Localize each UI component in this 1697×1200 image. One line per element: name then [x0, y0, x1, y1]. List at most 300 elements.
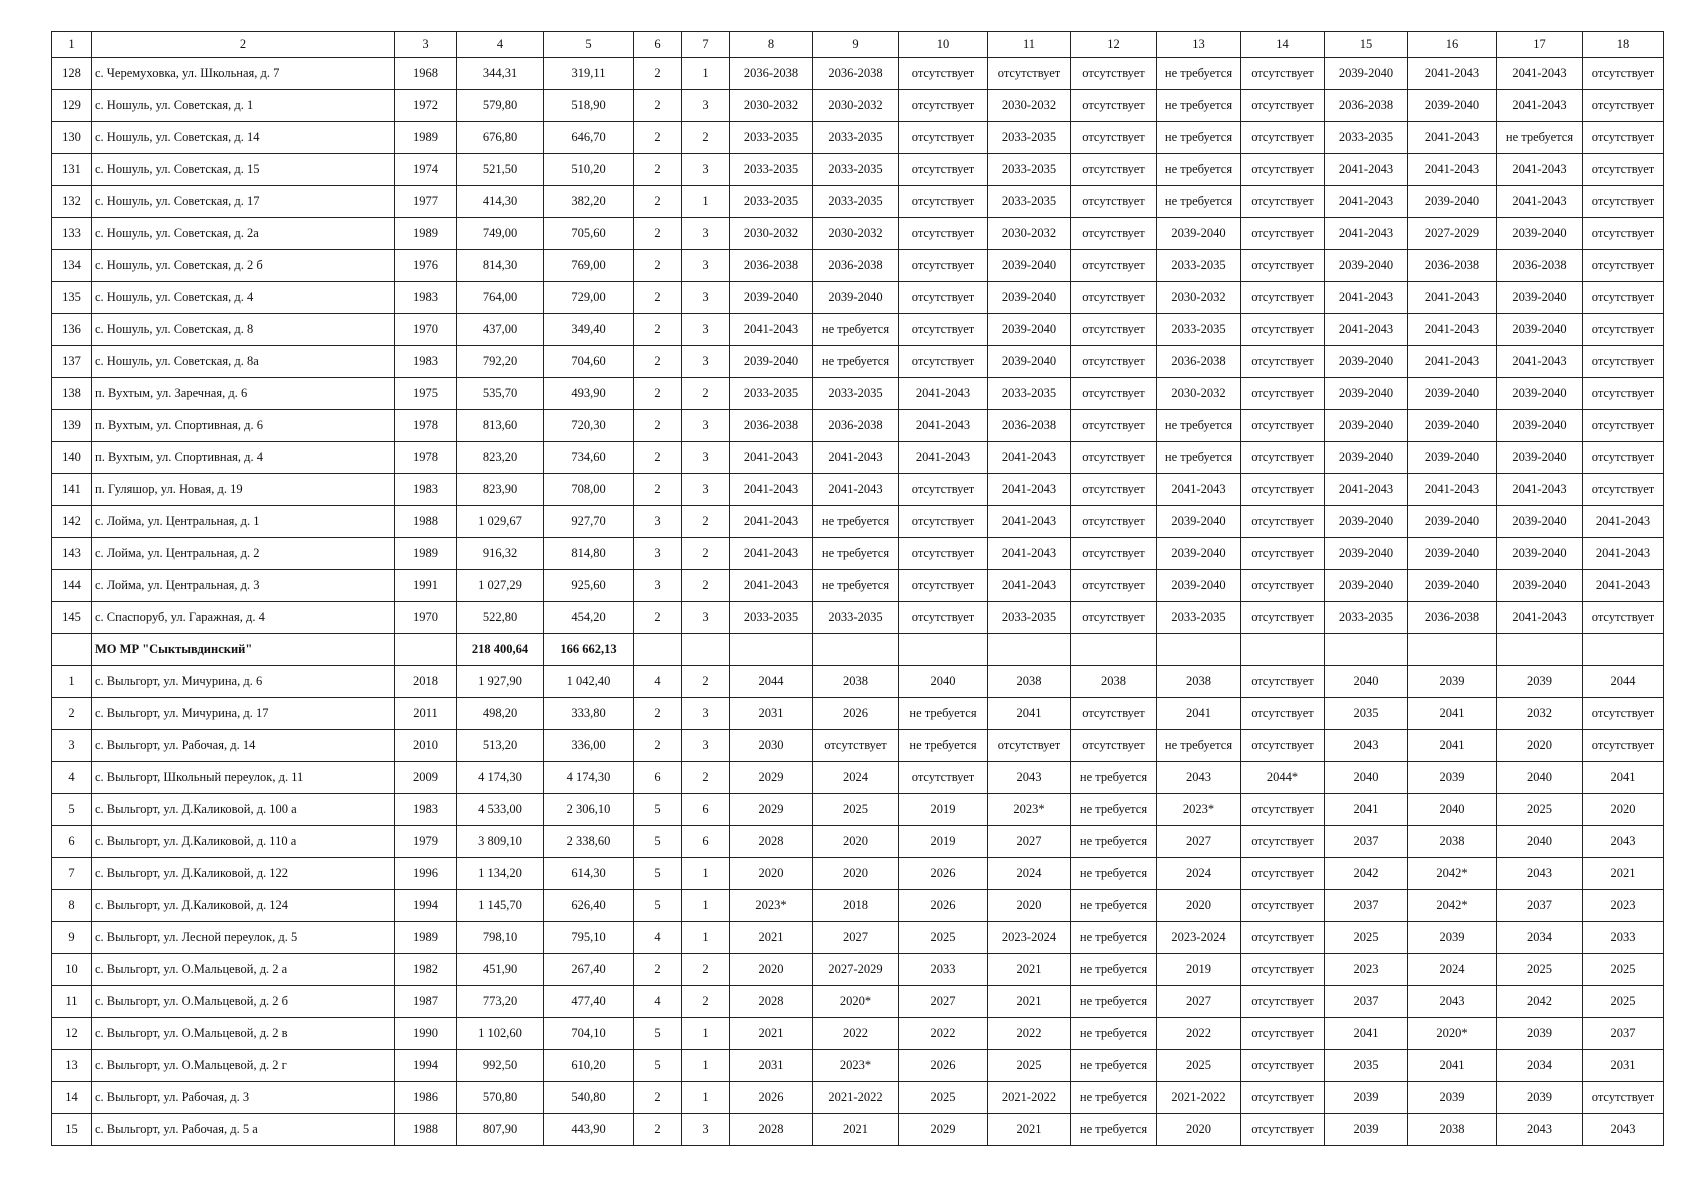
table-row: [52, 1050, 1664, 1082]
table-cell: 2036-2038: [1325, 90, 1408, 122]
table-cell: 2: [634, 730, 682, 762]
table-cell: 3: [682, 314, 730, 346]
table-cell: 2041-2043: [1408, 314, 1497, 346]
table-cell: 2024: [813, 762, 899, 794]
table-cell: 2041-2043: [1497, 474, 1583, 506]
table-cell: отсутствует: [899, 58, 988, 90]
table-cell: с. Выльгорт, ул. О.Мальцевой, д. 2 г: [92, 1050, 395, 1082]
table-cell: с. Черемуховка, ул. Школьная, д. 7: [92, 58, 395, 90]
table-cell: 814,80: [544, 538, 634, 570]
table-cell: отсутствует: [1241, 58, 1325, 90]
table-cell: 813,60: [457, 410, 544, 442]
table-cell: 3: [682, 1114, 730, 1146]
table-cell: 2: [634, 250, 682, 282]
table-row: [52, 410, 1664, 442]
table-cell: 2: [634, 698, 682, 730]
section-row: [52, 634, 1664, 666]
table-cell: 1991: [395, 570, 457, 602]
table-cell: 734,60: [544, 442, 634, 474]
table-cell: 823,90: [457, 474, 544, 506]
table-cell: 2039-2040: [730, 282, 813, 314]
table-cell: отсутствует: [899, 186, 988, 218]
table-cell: 2019: [1157, 954, 1241, 986]
table-cell: 2020*: [1408, 1018, 1497, 1050]
table-cell: 2041-2043: [1325, 474, 1408, 506]
table-cell: п. Вухтым, ул. Спортивная, д. 6: [92, 410, 395, 442]
table-cell: 2021: [1583, 858, 1664, 890]
table-cell: 477,40: [544, 986, 634, 1018]
table-cell: 2020: [1157, 890, 1241, 922]
table-cell: 2: [682, 570, 730, 602]
table-cell: 1987: [395, 986, 457, 1018]
table-cell: 1970: [395, 602, 457, 634]
capital-repair-schedule-table: [51, 31, 1664, 1146]
table-cell: отсутствует: [1583, 154, 1664, 186]
table-cell: 535,70: [457, 378, 544, 410]
table-cell: отсутствует: [899, 602, 988, 634]
table-cell: с. Выльгорт, ул. Рабочая, д. 3: [92, 1082, 395, 1114]
table-cell: [1497, 634, 1583, 666]
table-cell: 1990: [395, 1018, 457, 1050]
table-cell: отсутствует: [1071, 474, 1157, 506]
table-cell: 2044*: [1241, 762, 1325, 794]
table-cell: 2: [682, 666, 730, 698]
table-cell: 140: [52, 442, 92, 474]
table-cell: 2025: [1583, 954, 1664, 986]
table-row: [52, 314, 1664, 346]
table-cell: 414,30: [457, 186, 544, 218]
table-cell: 1: [682, 58, 730, 90]
table-cell: 4 174,30: [544, 762, 634, 794]
table-row: [52, 890, 1664, 922]
table-cell: отсутствует: [1241, 538, 1325, 570]
table-cell: 134: [52, 250, 92, 282]
table-cell: 3: [634, 570, 682, 602]
table-cell: отсутствует: [1241, 506, 1325, 538]
table-cell: 2: [634, 1082, 682, 1114]
table-cell: отсутствует: [1241, 602, 1325, 634]
table-cell: отсутствует: [1241, 314, 1325, 346]
table-cell: с. Выльгорт, ул. Рабочая, д. 14: [92, 730, 395, 762]
table-cell: не требуется: [813, 538, 899, 570]
table-cell: 2: [634, 90, 682, 122]
table-cell: не требуется: [1071, 922, 1157, 954]
table-cell: 2043: [1157, 762, 1241, 794]
table-cell: 3: [682, 346, 730, 378]
table-cell: отсутствует: [1241, 154, 1325, 186]
table-cell: 2039-2040: [1497, 442, 1583, 474]
table-cell: отсутствует: [1241, 442, 1325, 474]
table-cell: отсутствует: [899, 474, 988, 506]
table-cell: с. Ношуль, ул. Советская, д. 2 б: [92, 250, 395, 282]
table-cell: отсутствует: [1241, 1018, 1325, 1050]
table-cell: отсутствует: [1071, 442, 1157, 474]
table-cell: 704,60: [544, 346, 634, 378]
table-cell: [634, 634, 682, 666]
table-cell: 1975: [395, 378, 457, 410]
table-cell: 2041-2043: [1497, 602, 1583, 634]
table-cell: 2030-2032: [1157, 282, 1241, 314]
table-cell: 2041-2043: [1157, 474, 1241, 506]
table-cell: 2028: [730, 1114, 813, 1146]
table-cell: 3: [682, 474, 730, 506]
table-cell: 3: [634, 506, 682, 538]
table-cell: 2: [682, 506, 730, 538]
table-cell: 1976: [395, 250, 457, 282]
table-cell: 614,30: [544, 858, 634, 890]
table-cell: 5: [544, 32, 634, 58]
table-cell: отсутствует: [1241, 1082, 1325, 1114]
table-cell: 2041-2043: [1325, 186, 1408, 218]
table-cell: отсутствует: [1583, 314, 1664, 346]
table-cell: 1 927,90: [457, 666, 544, 698]
table-cell: 2043: [1497, 858, 1583, 890]
table-cell: отсутствует: [1071, 282, 1157, 314]
table-cell: 144: [52, 570, 92, 602]
table-cell: отсутствует: [1071, 218, 1157, 250]
table-cell: 2: [634, 378, 682, 410]
table-cell: с. Выльгорт, ул. О.Мальцевой, д. 2 б: [92, 986, 395, 1018]
table-cell: 141: [52, 474, 92, 506]
table-cell: 2040: [1497, 762, 1583, 794]
table-cell: 2039-2040: [1497, 570, 1583, 602]
table-cell: 2039-2040: [988, 250, 1071, 282]
table-cell: 2033-2035: [1325, 122, 1408, 154]
table-cell: 8: [52, 890, 92, 922]
table-cell: 2039-2040: [1157, 506, 1241, 538]
table-cell: с. Выльгорт, ул. Лесной переулок, д. 5: [92, 922, 395, 954]
table-cell: 2041-2043: [813, 474, 899, 506]
table-cell: 807,90: [457, 1114, 544, 1146]
column-number-row: [52, 32, 1664, 58]
table-cell: 2025: [1497, 794, 1583, 826]
table-cell: с. Ношуль, ул. Советская, д. 8а: [92, 346, 395, 378]
table-cell: не требуется: [1497, 122, 1583, 154]
table-cell: 1: [682, 890, 730, 922]
table-cell: 2 306,10: [544, 794, 634, 826]
table-cell: 2036-2038: [730, 58, 813, 90]
table-cell: отсутствует: [1071, 378, 1157, 410]
table-cell: 2041: [1157, 698, 1241, 730]
table-cell: 2027: [1157, 986, 1241, 1018]
table-cell: 2042*: [1408, 890, 1497, 922]
table-cell: 2043: [1497, 1114, 1583, 1146]
table-cell: не требуется: [1071, 954, 1157, 986]
table-cell: 2039-2040: [1408, 442, 1497, 474]
table-cell: отсутствует: [1071, 730, 1157, 762]
table-cell: 1 029,67: [457, 506, 544, 538]
table-cell: 626,40: [544, 890, 634, 922]
table-cell: 2037: [1325, 826, 1408, 858]
table-cell: 2025: [1583, 986, 1664, 1018]
table-cell: 2020: [813, 826, 899, 858]
table-cell: 2041-2043: [730, 442, 813, 474]
table-cell: 2038: [1157, 666, 1241, 698]
table-cell: 2030: [730, 730, 813, 762]
table-cell: 15: [52, 1114, 92, 1146]
table-cell: 4: [634, 666, 682, 698]
table-cell: отсутствует: [1241, 1114, 1325, 1146]
table-cell: 2038: [988, 666, 1071, 698]
table-cell: 2033-2035: [988, 186, 1071, 218]
table-cell: 521,50: [457, 154, 544, 186]
table-cell: 2039-2040: [1157, 218, 1241, 250]
table-cell: отсутствует: [1583, 1082, 1664, 1114]
table-cell: 2039-2040: [1408, 506, 1497, 538]
table-cell: 2041: [1325, 794, 1408, 826]
table-cell: 2020: [1157, 1114, 1241, 1146]
table-cell: 5: [634, 794, 682, 826]
table-cell: отсутствует: [1241, 890, 1325, 922]
table-row: [52, 954, 1664, 986]
table-cell: 2041-2043: [988, 506, 1071, 538]
table-row: [52, 474, 1664, 506]
table-cell: 2023*: [813, 1050, 899, 1082]
table-cell: 142: [52, 506, 92, 538]
table-cell: 2039-2040: [1408, 378, 1497, 410]
table-row: [52, 602, 1664, 634]
table-cell: 2039-2040: [1408, 410, 1497, 442]
table-cell: 2039-2040: [1408, 538, 1497, 570]
table-cell: 1996: [395, 858, 457, 890]
table-cell: 2041-2043: [988, 538, 1071, 570]
table-cell: 2041: [1408, 1050, 1497, 1082]
table-cell: 2035: [1325, 698, 1408, 730]
table-cell: 319,11: [544, 58, 634, 90]
table-cell: [395, 634, 457, 666]
table-cell: 2020: [988, 890, 1071, 922]
table-cell: 2036-2038: [1408, 602, 1497, 634]
table-cell: 138: [52, 378, 92, 410]
table-cell: 610,20: [544, 1050, 634, 1082]
table-cell: 518,90: [544, 90, 634, 122]
table-cell: 2041-2043: [988, 442, 1071, 474]
table-cell: 2041-2043: [1497, 186, 1583, 218]
table-cell: 2033-2035: [730, 602, 813, 634]
table-cell: отсутствует: [1241, 186, 1325, 218]
table-cell: с. Лойма, ул. Центральная, д. 3: [92, 570, 395, 602]
table-cell: 2024: [1408, 954, 1497, 986]
table-cell: отсутствует: [1071, 90, 1157, 122]
table-cell: 2033-2035: [988, 378, 1071, 410]
table-cell: 1988: [395, 506, 457, 538]
table-cell: с. Выльгорт, ул. Мичурина, д. 6: [92, 666, 395, 698]
table-cell: 2021: [813, 1114, 899, 1146]
table-cell: 498,20: [457, 698, 544, 730]
table-cell: 6: [52, 826, 92, 858]
table-cell: с. Спаспоруб, ул. Гаражная, д. 4: [92, 602, 395, 634]
table-cell: 2: [634, 154, 682, 186]
table-cell: 18: [1583, 32, 1664, 58]
table-cell: 1: [682, 922, 730, 954]
table-cell: 2: [682, 378, 730, 410]
table-cell: отсутствует: [813, 730, 899, 762]
table-cell: 2041-2043: [1497, 58, 1583, 90]
table-cell: отсутствует: [1071, 570, 1157, 602]
table-cell: 14: [52, 1082, 92, 1114]
table-cell: 2041-2043: [1497, 154, 1583, 186]
table-cell: 792,20: [457, 346, 544, 378]
table-cell: отсутствует: [1071, 538, 1157, 570]
table-cell: 1978: [395, 410, 457, 442]
table-cell: 2039: [1408, 922, 1497, 954]
table-cell: 2030-2032: [988, 218, 1071, 250]
table-cell: 2021-2022: [1157, 1082, 1241, 1114]
table-cell: с. Выльгорт, ул. Д.Каликовой, д. 124: [92, 890, 395, 922]
table-cell: [1583, 634, 1664, 666]
table-cell: 11: [988, 32, 1071, 58]
table-cell: 2039-2040: [1325, 58, 1408, 90]
table-cell: отсутствует: [1241, 858, 1325, 890]
table-cell: 2042: [1325, 858, 1408, 890]
table-cell: 2025: [1497, 954, 1583, 986]
table-cell: отсутствует: [1583, 730, 1664, 762]
table-cell: 2027: [1157, 826, 1241, 858]
table-cell: 2028: [730, 826, 813, 858]
table-cell: 522,80: [457, 602, 544, 634]
table-row: [52, 122, 1664, 154]
table-cell: отсутствует: [899, 90, 988, 122]
table-cell: 1994: [395, 890, 457, 922]
table-cell: 2: [682, 538, 730, 570]
table-row: [52, 282, 1664, 314]
table-cell: 11: [52, 986, 92, 1018]
table-cell: 136: [52, 314, 92, 346]
table-cell: 2: [634, 442, 682, 474]
table-cell: 2030-2032: [730, 218, 813, 250]
table-cell: 2019: [899, 794, 988, 826]
table-cell: 131: [52, 154, 92, 186]
table-cell: 2025: [813, 794, 899, 826]
table-cell: 2: [634, 1114, 682, 1146]
table-cell: 2037: [1325, 986, 1408, 1018]
table-cell: 2042: [1497, 986, 1583, 1018]
table-cell: 2041-2043: [988, 570, 1071, 602]
table-cell: 4: [634, 922, 682, 954]
table-cell: 2041-2043: [1325, 314, 1408, 346]
table-cell: 2: [634, 58, 682, 90]
table-cell: не требуется: [1071, 794, 1157, 826]
table-cell: 2033-2035: [1157, 602, 1241, 634]
table-cell: 2033-2035: [988, 602, 1071, 634]
table-cell: 749,00: [457, 218, 544, 250]
table-cell: с. Выльгорт, ул. Мичурина, д. 17: [92, 698, 395, 730]
table-cell: 2041-2043: [1583, 538, 1664, 570]
table-cell: 2039: [1497, 1018, 1583, 1050]
table-cell: 2032: [1497, 698, 1583, 730]
table-cell: 6: [682, 826, 730, 858]
table-cell: 2029: [899, 1114, 988, 1146]
table-cell: 3: [52, 730, 92, 762]
table-cell: отсутствует: [1071, 314, 1157, 346]
table-cell: отсутствует: [1241, 410, 1325, 442]
table-cell: 2043: [1325, 730, 1408, 762]
table-cell: отсутствует: [1241, 666, 1325, 698]
table-cell: 2036-2038: [730, 410, 813, 442]
table-cell: 2041: [1408, 698, 1497, 730]
table-cell: не требуется: [813, 314, 899, 346]
table-row: [52, 570, 1664, 602]
table-cell: 2033-2035: [813, 186, 899, 218]
table-cell: 2031: [730, 698, 813, 730]
table-cell: 2020*: [813, 986, 899, 1018]
table-cell: отсутствует: [899, 314, 988, 346]
table-cell: 2023*: [988, 794, 1071, 826]
table-cell: 2041-2043: [1497, 90, 1583, 122]
table-cell: 2040: [1325, 666, 1408, 698]
table-cell: отсутствует: [1241, 794, 1325, 826]
table-cell: 2021: [988, 954, 1071, 986]
table-cell: 2034: [1497, 1050, 1583, 1082]
table-cell: 2: [634, 282, 682, 314]
table-cell: 2039-2040: [1325, 538, 1408, 570]
table-cell: не требуется: [813, 346, 899, 378]
table-cell: 814,30: [457, 250, 544, 282]
table-cell: 2021: [730, 1018, 813, 1050]
table-cell: 2041-2043: [1408, 154, 1497, 186]
table-cell: с. Лойма, ул. Центральная, д. 1: [92, 506, 395, 538]
table-cell: 704,10: [544, 1018, 634, 1050]
table-cell: 9: [813, 32, 899, 58]
table-cell: 2033-2035: [1325, 602, 1408, 634]
table-cell: 1: [682, 186, 730, 218]
table-cell: п. Гуляшор, ул. Новая, д. 19: [92, 474, 395, 506]
table-cell: 2018: [813, 890, 899, 922]
table-cell: 3: [634, 538, 682, 570]
table-cell: не требуется: [1157, 730, 1241, 762]
table-row: [52, 154, 1664, 186]
table-cell: 2039-2040: [1325, 346, 1408, 378]
table-cell: отсутствует: [988, 730, 1071, 762]
table-cell: не требуется: [1071, 890, 1157, 922]
table-row: [52, 1018, 1664, 1050]
table-cell: 2041: [1583, 762, 1664, 794]
table-cell: 798,10: [457, 922, 544, 954]
table-cell: отсутствует: [1241, 346, 1325, 378]
table-cell: 2039: [1408, 1082, 1497, 1114]
table-cell: не требуется: [1157, 442, 1241, 474]
table-cell: 925,60: [544, 570, 634, 602]
table-cell: 2: [682, 954, 730, 986]
table-cell: 12: [52, 1018, 92, 1050]
table-cell: 3 809,10: [457, 826, 544, 858]
table-cell: 2040: [899, 666, 988, 698]
table-cell: с. Ношуль, ул. Советская, д. 17: [92, 186, 395, 218]
table-row: [52, 218, 1664, 250]
table-cell: 2039-2040: [1325, 250, 1408, 282]
table-cell: отсутствует: [1241, 1050, 1325, 1082]
table-cell: 2041: [1408, 730, 1497, 762]
table-cell: 2: [682, 986, 730, 1018]
table-cell: 451,90: [457, 954, 544, 986]
table-row: [52, 762, 1664, 794]
table-cell: 708,00: [544, 474, 634, 506]
table-cell: не требуется: [1157, 154, 1241, 186]
table-cell: [1408, 634, 1497, 666]
table-cell: отсутствует: [1583, 442, 1664, 474]
table-cell: 2038: [1071, 666, 1157, 698]
table-cell: 2026: [899, 858, 988, 890]
table-cell: 2039-2040: [1408, 90, 1497, 122]
table-cell: 1977: [395, 186, 457, 218]
table-cell: отсутствует: [1241, 698, 1325, 730]
table-cell: 336,00: [544, 730, 634, 762]
table-cell: 137: [52, 346, 92, 378]
table-cell: 2043: [1583, 826, 1664, 858]
table-cell: 2039-2040: [730, 346, 813, 378]
table-cell: 2: [634, 954, 682, 986]
table-cell: 705,60: [544, 218, 634, 250]
